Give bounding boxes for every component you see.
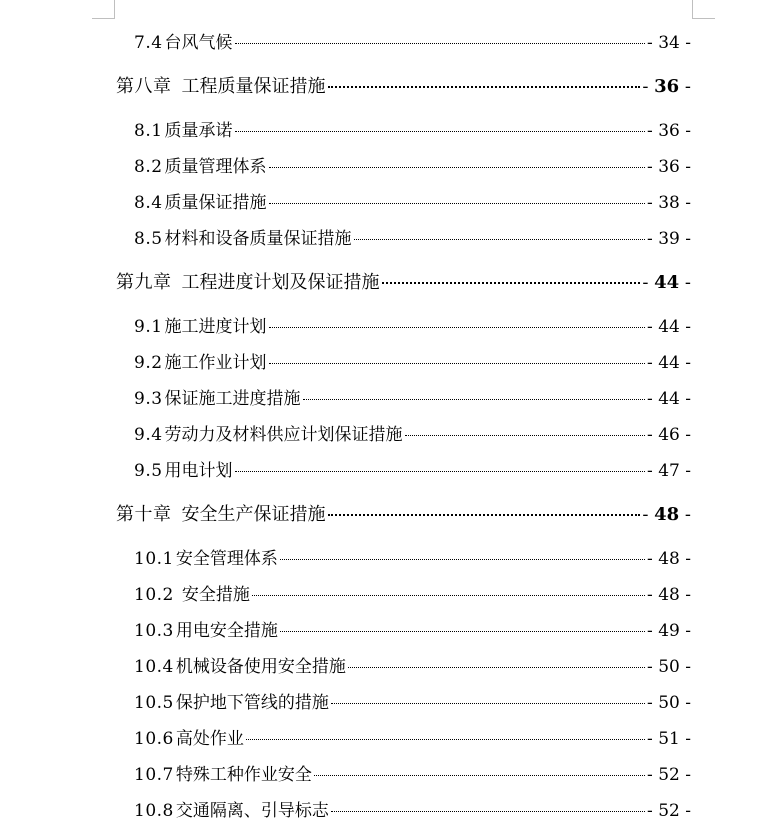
toc-entry[interactable] bbox=[134, 764, 691, 786]
dot-leader bbox=[269, 327, 646, 328]
toc-entry-title: 施工作业计划 bbox=[164, 353, 267, 373]
toc-entry-number: 9.2 bbox=[134, 353, 163, 373]
toc-chapter-number: 第八章 bbox=[116, 76, 172, 97]
toc-chapter-entry[interactable] bbox=[116, 272, 691, 294]
dot-leader bbox=[235, 131, 646, 132]
toc-entry-number: 10.8 bbox=[134, 801, 174, 821]
toc-entry-title: 机械设备使用安全措施 bbox=[175, 657, 346, 677]
toc-entry[interactable] bbox=[134, 620, 691, 642]
toc-entry[interactable] bbox=[134, 656, 691, 678]
toc-entry-number: 10.4 bbox=[134, 657, 174, 677]
toc-entry-page: - 48 - bbox=[647, 585, 691, 605]
toc-entry-page: - 44 - bbox=[642, 272, 691, 293]
toc-entry-page: - 48 - bbox=[647, 549, 691, 569]
toc-entry-title: 保护地下管线的措施 bbox=[175, 693, 329, 713]
toc-entry-number: 8.4 bbox=[134, 193, 163, 213]
toc-entry-page: - 38 - bbox=[647, 193, 691, 213]
page-corner-mark-right bbox=[692, 0, 715, 19]
toc-entry[interactable] bbox=[134, 728, 691, 750]
dot-leader bbox=[280, 631, 645, 632]
toc-entry-title: 质量保证措施 bbox=[164, 193, 267, 213]
toc-entry[interactable] bbox=[134, 584, 691, 606]
toc-entry-page: - 44 - bbox=[647, 389, 691, 409]
toc-entry[interactable] bbox=[134, 228, 691, 250]
dot-leader bbox=[331, 811, 645, 812]
dot-leader bbox=[269, 363, 646, 364]
toc-entry-page: - 36 - bbox=[642, 76, 691, 97]
dot-leader bbox=[235, 471, 646, 472]
toc-entry-number: 8.1 bbox=[134, 121, 163, 141]
toc-entry[interactable] bbox=[134, 120, 691, 142]
toc-entry-title: 用电计划 bbox=[164, 461, 233, 481]
dot-leader bbox=[348, 667, 645, 668]
dot-leader bbox=[252, 595, 645, 596]
toc-entry-page: - 36 - bbox=[647, 121, 691, 141]
toc-entry[interactable] bbox=[134, 548, 691, 570]
toc-chapter-title: 安全生产保证措施 bbox=[181, 504, 326, 525]
toc-entry-title: 用电安全措施 bbox=[175, 621, 278, 641]
toc-chapter-entry[interactable] bbox=[116, 76, 691, 98]
toc-entry[interactable] bbox=[134, 192, 691, 214]
toc-entry-page: - 51 - bbox=[647, 729, 691, 749]
toc-entry-number: 10.5 bbox=[134, 693, 174, 713]
toc-entry-title: 材料和设备质量保证措施 bbox=[164, 229, 352, 249]
toc-entry-page: - 36 - bbox=[647, 157, 691, 177]
toc-entry-number: 10.7 bbox=[134, 765, 174, 785]
toc-entry-number: 10.6 bbox=[134, 729, 174, 749]
toc-entry-number: 10.1 bbox=[134, 549, 174, 569]
dot-leader bbox=[328, 86, 641, 88]
toc-entry-page: - 52 - bbox=[647, 765, 691, 785]
toc-entry-number: 10.3 bbox=[134, 621, 174, 641]
dot-leader bbox=[280, 559, 645, 560]
dot-leader bbox=[269, 203, 646, 204]
dot-leader bbox=[246, 739, 645, 740]
toc-entry-title: 质量承诺 bbox=[164, 121, 233, 141]
toc-entry[interactable] bbox=[134, 388, 691, 410]
dot-leader bbox=[328, 514, 641, 516]
toc-entry-title: 安全管理体系 bbox=[175, 549, 278, 569]
toc-entry-page: - 48 - bbox=[642, 504, 691, 525]
dot-leader bbox=[235, 43, 646, 44]
toc-entry-page: - 44 - bbox=[647, 353, 691, 373]
toc-chapter-title: 工程质量保证措施 bbox=[181, 76, 326, 97]
toc-entry-number: 9.5 bbox=[134, 461, 163, 481]
dot-leader bbox=[269, 167, 646, 168]
toc-chapter-entry[interactable] bbox=[116, 504, 691, 526]
dot-leader bbox=[331, 703, 645, 704]
toc-entry-title: 交通隔离、引导标志 bbox=[175, 801, 329, 821]
toc-entry-number: 8.5 bbox=[134, 229, 163, 249]
toc-entry-title: 保证施工进度措施 bbox=[164, 389, 301, 409]
toc-entry-number: 9.3 bbox=[134, 389, 163, 409]
toc-entry-page: - 46 - bbox=[647, 425, 691, 445]
toc-entry-number: 9.1 bbox=[134, 317, 163, 337]
toc-entry[interactable] bbox=[134, 352, 691, 374]
toc-entry-number: 10.2 bbox=[134, 585, 174, 605]
toc-entry-title: 特殊工种作业安全 bbox=[175, 765, 312, 785]
toc-entry-number: 7.4 bbox=[134, 33, 163, 53]
toc-entry-page: - 49 - bbox=[647, 621, 691, 641]
toc-entry[interactable] bbox=[134, 424, 691, 446]
dot-leader bbox=[314, 775, 645, 776]
toc-entry-page: - 39 - bbox=[647, 229, 691, 249]
toc-entry-page: - 52 - bbox=[647, 801, 691, 821]
toc-entry-title: 质量管理体系 bbox=[164, 157, 267, 177]
toc-entry-page: - 50 - bbox=[647, 657, 691, 677]
toc-entry-page: - 50 - bbox=[647, 693, 691, 713]
toc-chapter-number: 第九章 bbox=[116, 272, 172, 293]
dot-leader bbox=[354, 239, 646, 240]
toc-entry[interactable] bbox=[134, 692, 691, 714]
toc-entry-title: 高处作业 bbox=[175, 729, 244, 749]
toc-entry-number: 8.2 bbox=[134, 157, 163, 177]
toc-entry-title: 劳动力及材料供应计划保证措施 bbox=[164, 425, 403, 445]
toc-entry[interactable] bbox=[134, 32, 691, 54]
dot-leader bbox=[303, 399, 646, 400]
toc-entry-title: 台风气候 bbox=[164, 33, 233, 53]
toc-chapter-number: 第十章 bbox=[116, 504, 172, 525]
toc-entry-title: 施工进度计划 bbox=[164, 317, 267, 337]
page-corner-mark-left bbox=[92, 0, 115, 19]
dot-leader bbox=[382, 282, 641, 284]
toc-entry-page: - 47 - bbox=[647, 461, 691, 481]
toc-entry-title: 安全措施 bbox=[181, 585, 250, 605]
toc-entry-page: - 44 - bbox=[647, 317, 691, 337]
toc-entry-number: 9.4 bbox=[134, 425, 163, 445]
toc-entry[interactable] bbox=[134, 800, 691, 822]
dot-leader bbox=[405, 435, 646, 436]
toc-entry[interactable] bbox=[134, 316, 691, 338]
toc-entry[interactable] bbox=[134, 460, 691, 482]
toc-entry[interactable] bbox=[134, 156, 691, 178]
toc-entry-page: - 34 - bbox=[647, 33, 691, 53]
toc-chapter-title: 工程进度计划及保证措施 bbox=[181, 272, 380, 293]
